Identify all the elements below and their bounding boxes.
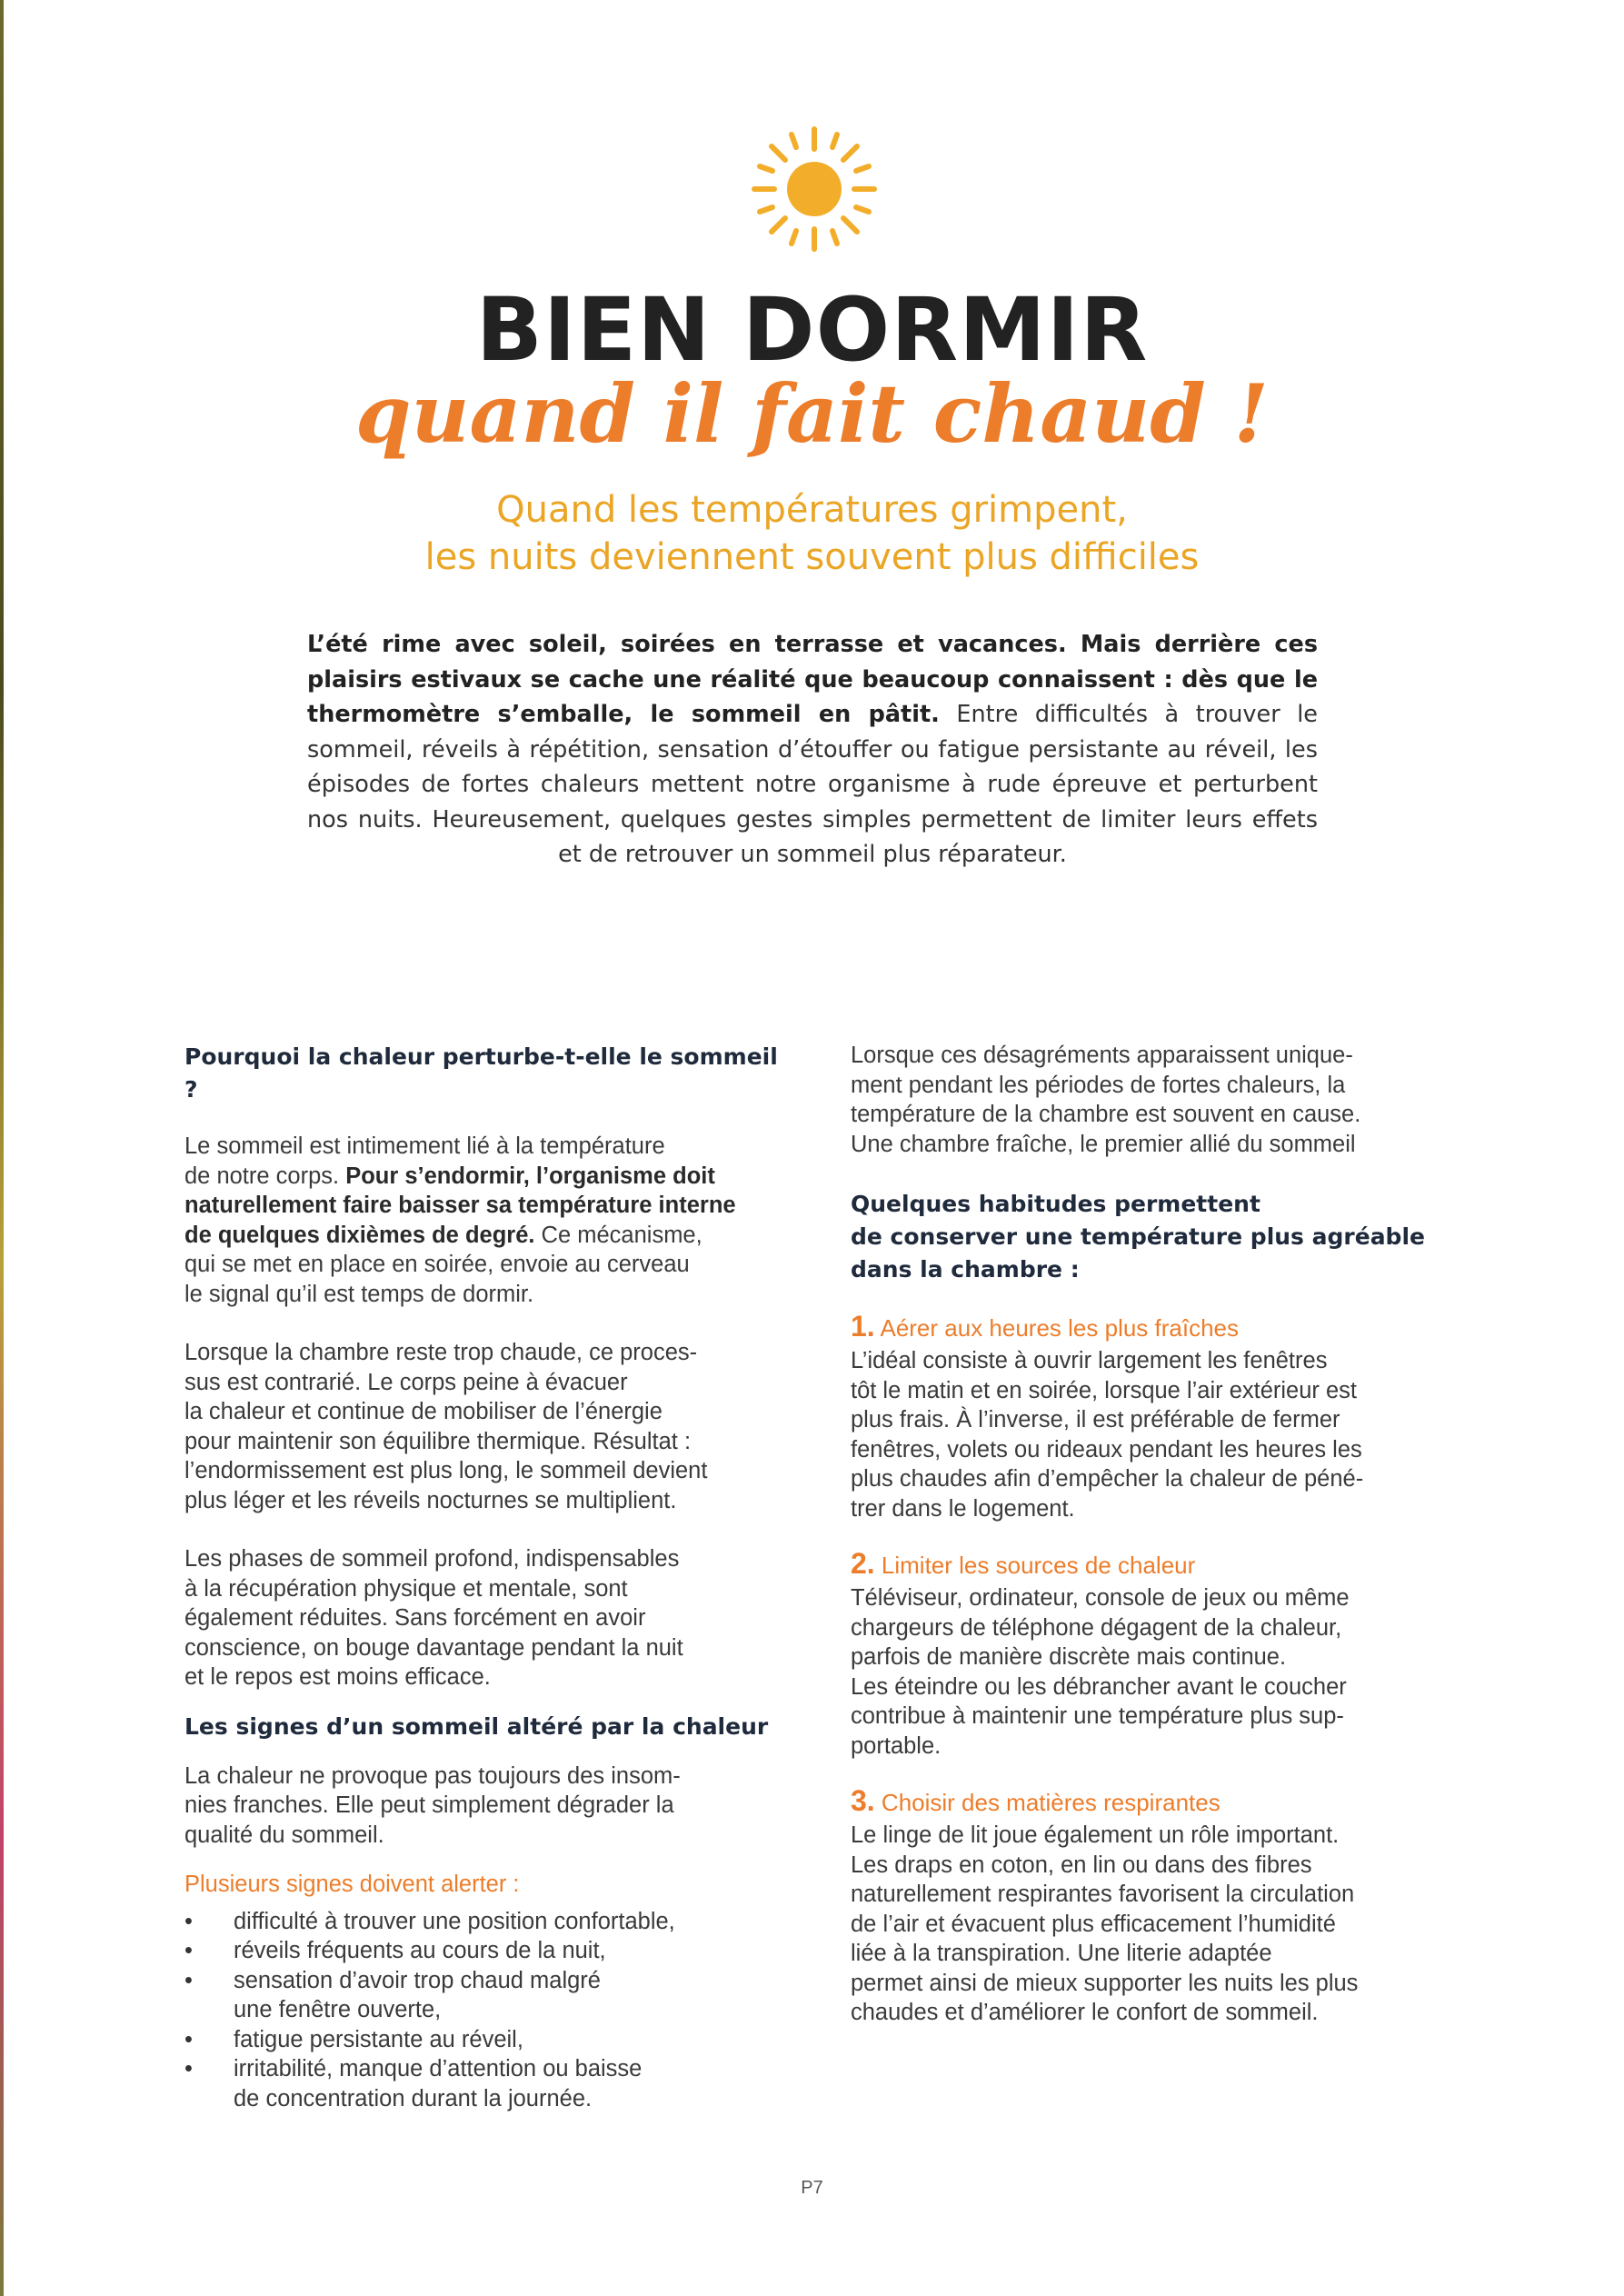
intro-regular-text: Entre difficultés à trouver le sommeil, réveils à répétition, sensation d’étouffer ou fatigue persistante au réveil, les épisodes de fortes chaleurs mettent notre organisme à rude épreuve et perturbent nos nuits. Heureusement, quelques gestes simples permettent de limiter leurs effets et de retrouver un sommeil plus réparateur. <box>307 701 1318 868</box>
list-item: • réveils fréquents au cours de la nuit, <box>184 1936 784 1966</box>
tip-3-title <box>851 1782 1450 1821</box>
intro-bold-text: L’été rime avec soleil, soirées en terrasse et vacances. Mais derrière ces plaisirs estivaux se cache une réalité que beaucoup connaissent : dès que le thermomètre s’emballe, le sommeil en pâtit. <box>307 631 1318 728</box>
left-column <box>184 1041 784 2113</box>
tip-3-number: 3. <box>851 1784 875 1817</box>
tip-1-text: L’idéal consiste à ouvrir largement les fenêtres tôt le matin et en soirée, lorsque l’air extérieur est plus frais. À l’inverse, il est préférable de fermer fenêtres, volets ou rideaux pendant les heures les plus chaudes afin d’empêcher la chaleur de péné- trer dans le logement. <box>851 1348 1364 1522</box>
p1-start: Le sommeil est intimement lié à la température de notre corps. <box>184 1133 665 1189</box>
list-item: • irritabilité, manque d’attention ou baisse de concentration durant la journée. <box>184 2054 784 2113</box>
lead-line-2: les nuits deviennent souvent plus difficiles <box>424 536 1200 578</box>
tip-2-number: 2. <box>851 1547 875 1580</box>
p1-end: Ce mécanisme, qui se met en place en soirée, envoie au cerveau le signal qu’il est temps de dormir. <box>184 1222 702 1307</box>
lead-line-1: Quand les températures grimpent, <box>496 489 1128 531</box>
signs-list <box>184 1907 784 2114</box>
right-column <box>851 1041 1450 2028</box>
page-title: BIEN DORMIR <box>475 279 1149 381</box>
sun-icon <box>751 125 878 253</box>
lead-heading <box>0 486 1624 581</box>
paragraph-insomnia: La chaleur ne provoque pas toujours des insom- nies franches. Elle peut simplement dégrader la qualité du sommeil. <box>184 1762 681 1848</box>
tip-2-text: Téléviseur, ordinateur, console de jeux ou même chargeurs de téléphone dégagent de la chaleur, parfois de manière discrète mais continue. Les éteindre ou les débrancher avant le coucher contribue à maintenir une température plus sup- portable. <box>851 1585 1350 1759</box>
list-item: • sensation d’avoir trop chaud malgré une fenêtre ouverte, <box>184 1966 784 2025</box>
intro-paragraph <box>307 627 1318 873</box>
section-title-why: Pourquoi la chaleur perturbe-t-elle le sommeil ? <box>184 1043 778 1103</box>
tip-1-label: Aérer aux heures les plus fraîches <box>874 1314 1240 1342</box>
tip-3-label: Choisir des matières respirantes <box>874 1789 1220 1816</box>
section-title-signs: Les signes d’un sommeil altéré par la chaleur <box>184 1712 769 1740</box>
list-item: • difficulté à trouver une position confortable, <box>184 1907 784 1937</box>
tip-1-number: 1. <box>851 1310 875 1343</box>
page-subtitle: quand il fait chaud ! <box>354 366 1270 461</box>
paragraph-deep-sleep: Les phases de sommeil profond, indispensables à la récupération physique et mentale, sont également réduites. Sans forcément en avoir conscience, on bouge davantage pendant la nuit et le repos est moins efficace. <box>184 1546 683 1690</box>
p1-bold: Pour s’endormir, l’organisme doit naturellement faire baisser sa température interne de quelques dixièmes de degré. <box>184 1163 736 1248</box>
paragraph-room-cause: Lorsque ces désagréments apparaissent unique- ment pendant les périodes de fortes chaleurs, la température de la chambre est souvent en cause. Une chambre fraîche, le premier allié du sommeil <box>851 1043 1361 1157</box>
tip-3-text: Le linge de lit joue également un rôle important. Les draps en coton, en lin ou dans des fibres naturellement respirantes favorisent la circulation de l’air et évacuent plus efficacement l’humidité liée à la transpiration. Une literie adaptée permet ainsi de mieux supporter les nuits les plus chaudes et d’améliorer le confort de sommeil. <box>851 1822 1359 2025</box>
list-item: • fatigue persistante au réveil, <box>184 2025 784 2055</box>
tip-2-title <box>851 1545 1450 1583</box>
tip-2-label: Limiter les sources de chaleur <box>874 1552 1196 1579</box>
paragraph-hot-room: Lorsque la chambre reste trop chaude, ce proces- sus est contrarié. Le corps peine à évacuer la chaleur et continue de mobiliser de l’énergie pour maintenir son équilibre thermique. Résultat : l’endormissement est plus long, le sommeil devient plus léger et les réveils nocturnes se multiplient. <box>184 1340 708 1513</box>
habits-title: Quelques habitudes permettent de conserver une température plus agréable dans la chambre : <box>851 1191 1425 1283</box>
page-number: P7 <box>801 2178 823 2198</box>
paragraph-body-temperature <box>184 1132 784 1309</box>
tip-1-title <box>851 1308 1450 1346</box>
signs-label: Plusieurs signes doivent alerter : <box>184 1872 520 1897</box>
